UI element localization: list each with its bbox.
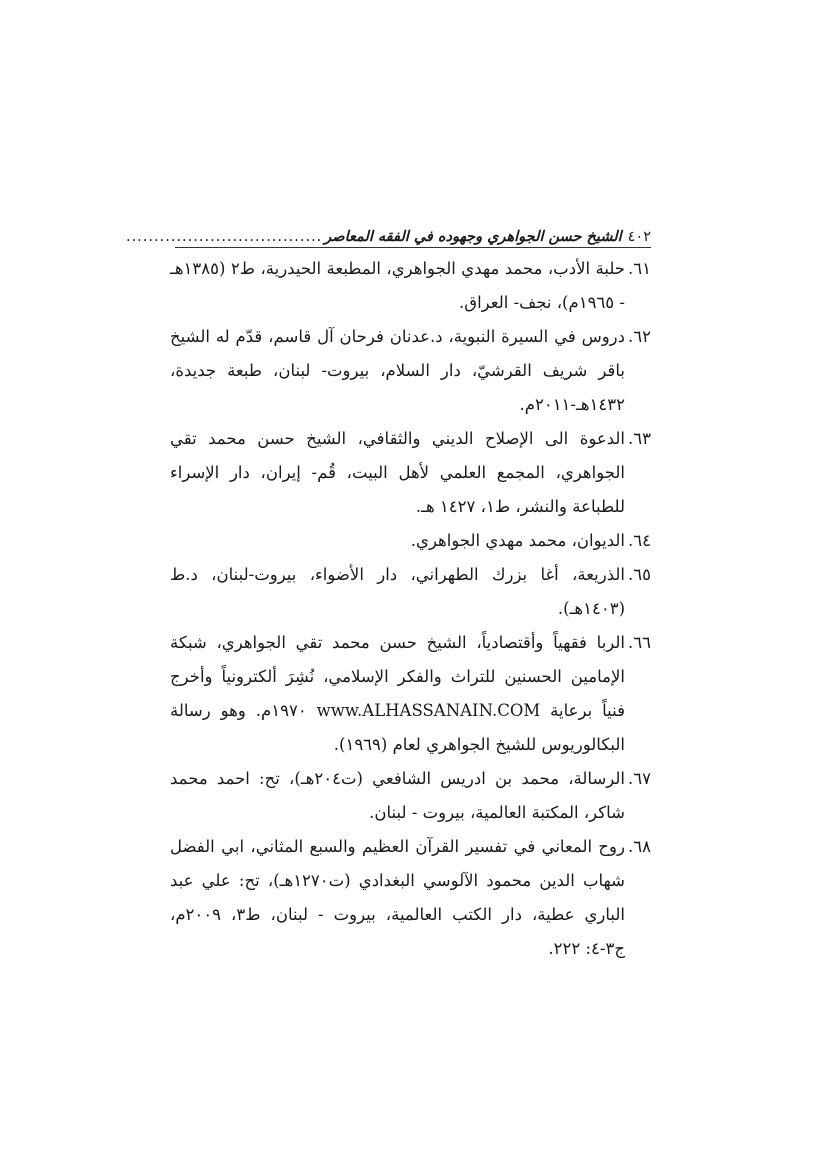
entry-number: ٦٦. <box>628 633 651 652</box>
bibliography-entry <box>170 320 651 422</box>
entry-text: الذريعة، أغا بزرك الطهراني، دار الأضواء، بيروت-لبنان، د.ط (١٤٠٣هـ). <box>170 565 625 618</box>
page-number: ٤٠٢ <box>627 229 651 245</box>
entry-text: الربا فقهياً وأقتصادياً، الشيخ حسن محمد تقي الجواهري، شبكة الإمامين الحسنين للتراث والفكر الإسلامي، نُشِرَ ألكترونياً وأخرج فنياً برعاية www.ALHASSANAIN.COM ١٩٧٠م. وهو رسالة البكالوريوس للشيخ الجواهري لعام (١٩٦٩). <box>170 633 626 754</box>
running-header <box>125 219 651 245</box>
entry-number: ٦١. <box>628 259 651 278</box>
entry-number: ٦٥. <box>628 565 651 584</box>
entry-text: دروس في السيرة النبوية، د.عدنان فرحان آل قاسم، قدّم له الشيخ باقر شريف القرشيّ، دار السلام، بيروت- لبنان، طبعة جديدة، ١٤٣٢هـ-٢٠١١م. <box>170 327 625 414</box>
entry-number: ٦٨. <box>628 837 651 856</box>
bibliography-entry <box>170 830 651 966</box>
header-leader-dots: ................................... <box>125 229 323 245</box>
entry-text: روح المعاني في تفسير القرآن العظيم والسبع المثاني، ابي الفضل شهاب الدين محمود الآلوسي البغدادي (ت١٢٧٠هـ)، تح: علي عبد الباري عطية، دار الكتب العالمية، بيروت - لبنان، ط٣، ٢٠٠٩م، ج٣-٤: ٢٢٢. <box>170 837 626 958</box>
bibliography-list <box>170 252 651 966</box>
bibliography-entry <box>170 252 651 320</box>
bibliography-entry <box>170 762 651 830</box>
entry-number: ٦٤. <box>628 531 651 550</box>
running-header-title: الشيخ حسن الجواهري وجهوده في الفقه المعاصر <box>324 228 622 245</box>
entry-text: حلبة الأدب، محمد مهدي الجواهري، المطبعة الحيدرية، ط٢ (١٣٨٥هـ - ١٩٦٥م)، نجف- العراق. <box>170 259 625 312</box>
entry-number: ٦٢. <box>628 327 651 346</box>
entry-number: ٦٧. <box>628 769 651 788</box>
entry-number: ٦٣. <box>628 429 651 448</box>
entry-text: الدعوة الى الإصلاح الديني والثقافي، الشيخ حسن محمد تقي الجواهري، المجمع العلمي لأهل البيت، قُم- إيران، دار الإسراء للطباعة والنشر، ط١، ١٤٢٧ هـ. <box>170 429 625 516</box>
bibliography-entry <box>170 524 651 558</box>
header-divider <box>175 247 651 248</box>
entry-text: الرسالة، محمد بن ادريس الشافعي (ت٢٠٤هـ)، تح: احمد محمد شاكر، المكتبة العالمية، بيروت - لبنان. <box>170 769 625 822</box>
bibliography-entry <box>170 558 651 626</box>
entry-text: الديوان، محمد مهدي الجواهري. <box>410 531 625 550</box>
bibliography-entry <box>170 422 651 524</box>
bibliography-entry <box>170 626 651 762</box>
